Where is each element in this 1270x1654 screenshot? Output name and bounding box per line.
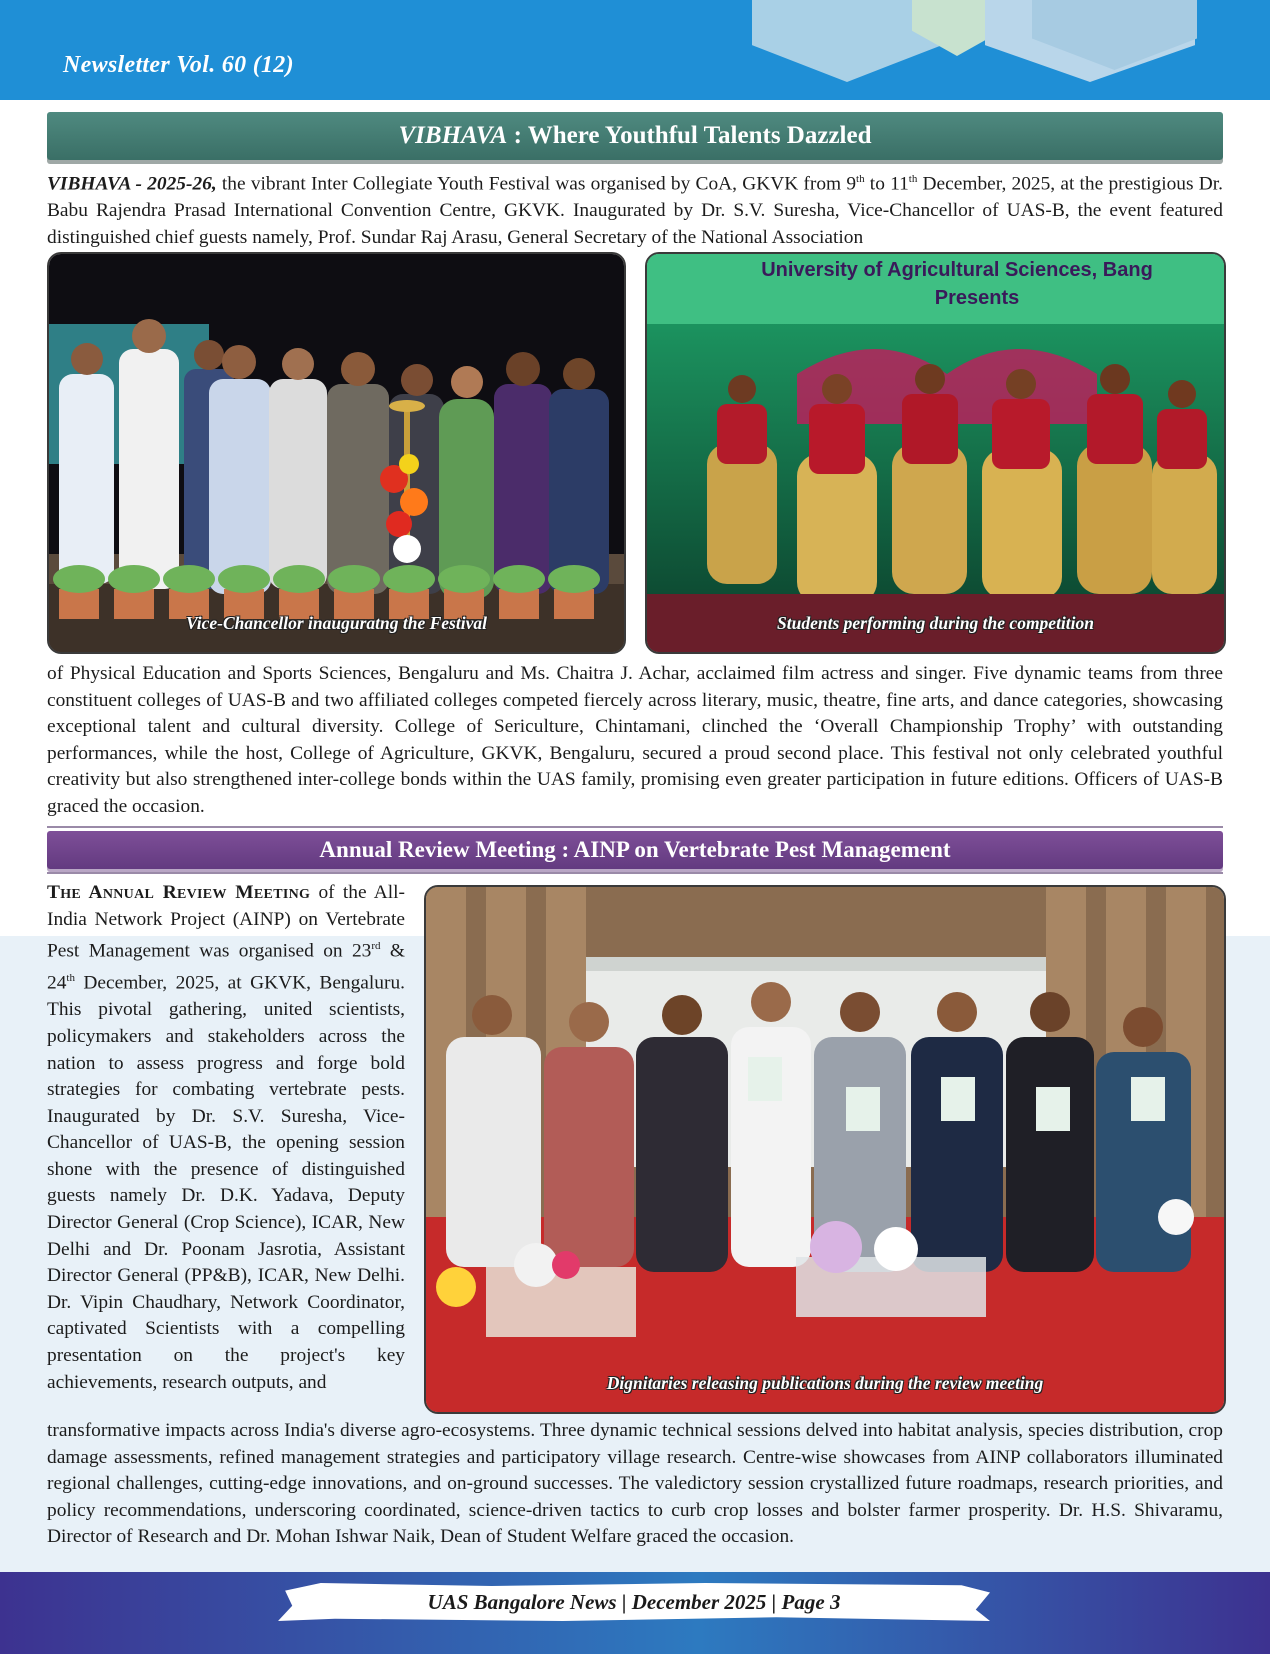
inauguration-image (49, 254, 624, 652)
footer-month: December 2025 (631, 1590, 767, 1614)
photo-caption: Vice-Chancellor inauguratng the Festival (186, 613, 487, 633)
review-meeting-image (426, 887, 1224, 1412)
review-lead: The Annual Review Meeting (47, 882, 311, 903)
vibhava-paragraph-continued: of Physical Education and Sports Sciences, Bengaluru and Ms. Chaitra J. Achar, acclaimed film actress and singer. Five dynamic teams from three constituent colleges of UAS-B and two affiliated colleges competed fiercely across literary, music, theatre, fine arts, and dance categories, showcasing exceptional talent and cultural diversity. College of Sericulture, Chintamani, clinched the ‘Overall Championship Trophy’ with outstanding performances, while the host, College of Agriculture, GKVK, Bengaluru, secured a proud second place. This festival not only celebrated youthful creativity but also strengthened inter-college bonds within the UAS family, promising even greater participation in future editions. Officers of UAS-B graced the occasion. (47, 663, 1223, 817)
photo-caption: Dignitaries releasing publications during the review meeting (606, 1373, 1044, 1393)
section-title-rest: : Where Youthful Talents Dazzled (507, 122, 872, 149)
photo-review-meeting (424, 885, 1226, 1414)
photo-caption: Students performing during the competition (777, 613, 1094, 633)
banner-text-line1: University of Agricultural Sciences, Bang (761, 259, 1153, 281)
review-paragraph-intro: The Annual Review Meeting of the All-India Network Project (AINP) on Vertebrate Pest Management was organised on 23rd & 24th December, 2025, at GKVK, Bengaluru. This pivotal gathering, united scientists, policymakers and stakeholders across the nation to assess progress and forge bold strategies for combating vertebrate pests. Inaugurated by Dr. S.V. Suresha, Vice-Chancellor of UAS-B, the opening session shone with the presence of distinguished guests namely Dr. D.K. Yadava, Deputy Director General (Crop Science), ICAR, New Delhi and Dr. Poonam Jasrotia, Assistant Director General (PP&B), ICAR, New Delhi. Dr. Vipin Chaudhary, Network Coordinator, captivated Scientists with a compelling presentation on the project's key achievements, research outputs, and (47, 882, 405, 1393)
section-title-italic: VIBHAVA (398, 122, 508, 149)
section-title-vibhava (47, 112, 1223, 160)
section-title-annual-review: Annual Review Meeting : AINP on Vertebrate Pest Management (47, 831, 1223, 869)
footer-text: UAS Bangalore News | December 2025 | Page 3 (427, 1590, 841, 1614)
footer-page-number: Page 3 (781, 1590, 841, 1614)
newsletter-volume-title: Newsletter Vol. 60 (12) (63, 52, 294, 78)
section-divider (47, 872, 1223, 874)
review-paragraph-continued: transformative impacts across India's diverse agro-ecosystems. Three dynamic technical sessions delved into habitat analysis, species distribution, crop damage assessments, refined management strategies and participatory village research. Centre-wise showcases from AINP collaborators illuminated regional challenges, cutting-edge innovations, and on-ground successes. The valedictory session crystallized future roadmaps, research priorities, and policy recommendations, underscoring coordinated, science-driven tactics to curb crop losses and bolster farmer prosperity. Dr. H.S. Shivaramu, Director of Research and Dr. Mohan Ishwar Naik, Dean of Student Welfare graced the occasion. (47, 1420, 1223, 1548)
vibhava-paragraph-intro: VIBHAVA - 2025-26, the vibrant Inter Collegiate Youth Festival was organised by CoA, GKVK from 9th to 11th December, 2025, at the prestigious Dr. Babu Rajendra Prasad International Convention Centre, GKVK. Inaugurated by Dr. S.V. Suresha, Vice-Chancellor of UAS-B, the event featured distinguished chief guests namely, Prof. Sundar Raj Arasu, General Secretary of the National Association (47, 173, 1223, 248)
vibhava-lead: VIBHAVA - 2025-26, (47, 173, 217, 195)
footer-publication: UAS Bangalore News (427, 1590, 617, 1614)
photo-inauguration (47, 252, 626, 654)
section-divider (47, 826, 1223, 828)
banner-text-line2: Presents (934, 287, 1020, 309)
photo-dance-performance (645, 252, 1226, 654)
dance-image (647, 254, 1224, 652)
page-header (0, 0, 1270, 100)
